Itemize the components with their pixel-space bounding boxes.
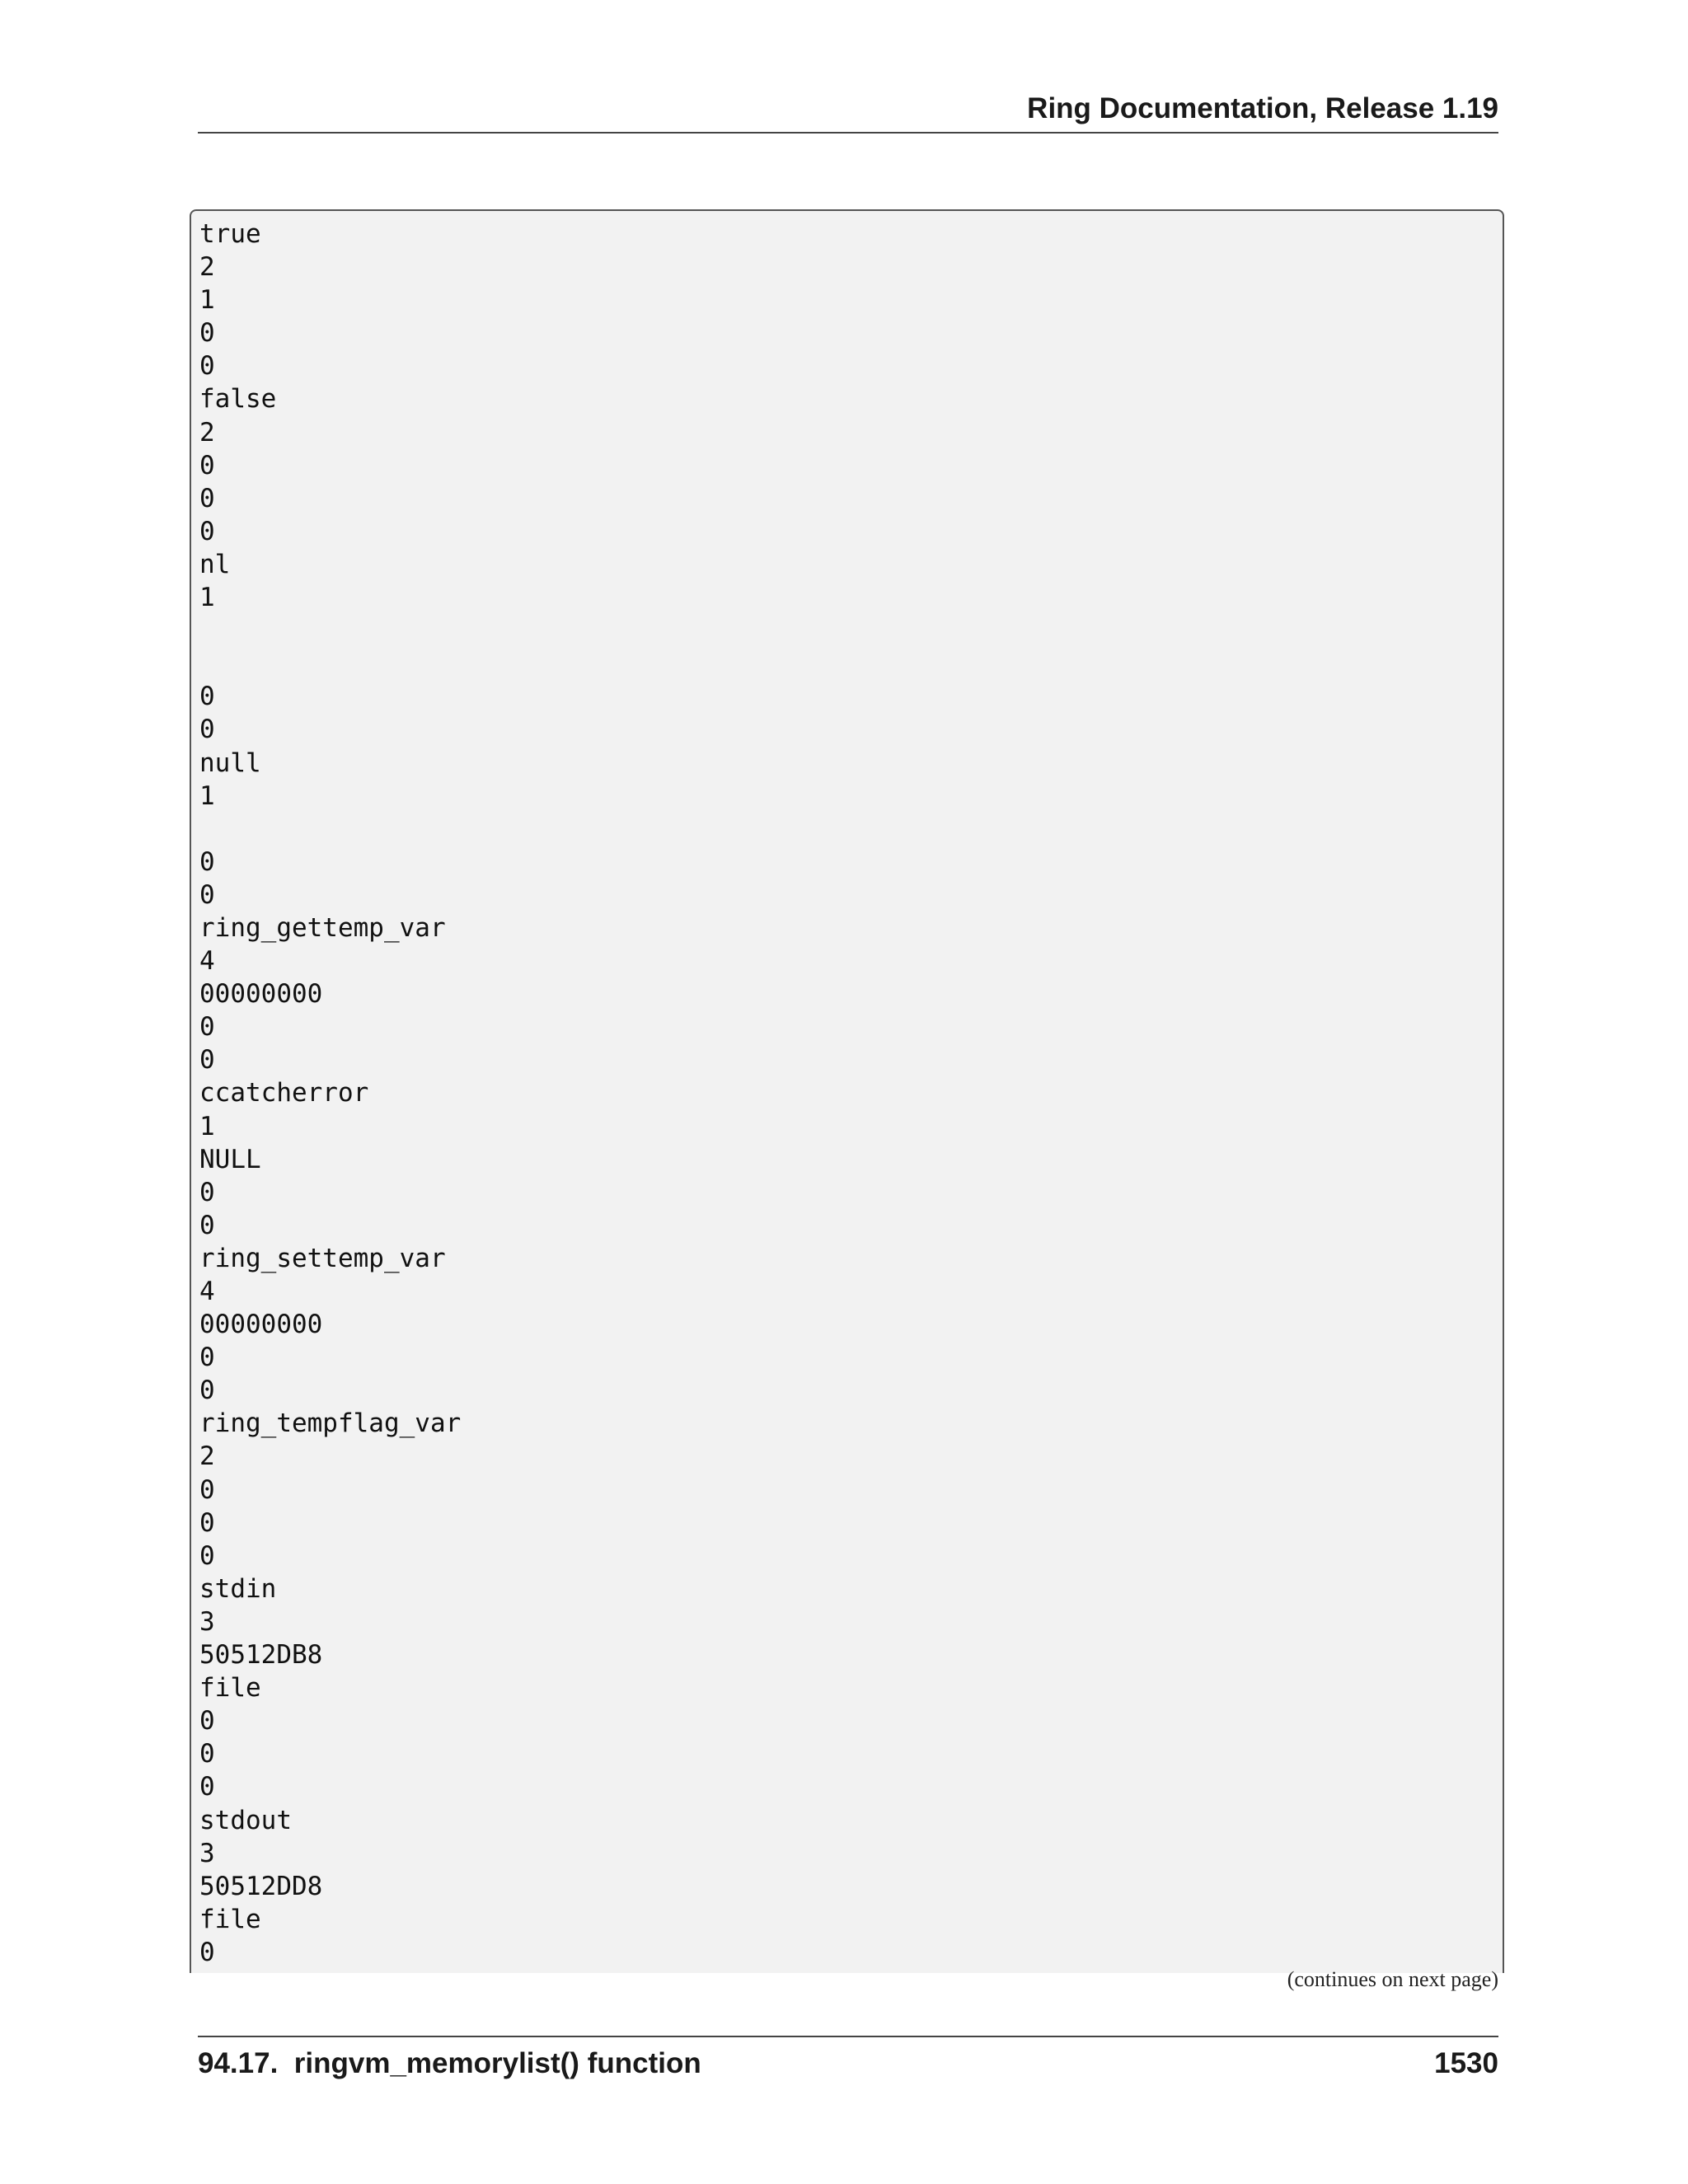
code-line: 0	[199, 1507, 215, 1538]
code-line: 0	[199, 450, 215, 480]
page-footer	[198, 2036, 1498, 2087]
code-line: 0	[199, 318, 215, 349]
code-line	[199, 647, 461, 680]
code-line: 0	[199, 483, 215, 513]
code-line: 0	[199, 879, 215, 910]
code-line: ring_tempflag_var	[199, 1408, 462, 1439]
code-line: 1	[199, 583, 215, 613]
code-line: stdout	[199, 1805, 292, 1835]
code-line: 00000000	[199, 1310, 323, 1340]
code-line: 2	[199, 417, 215, 448]
code-line: nl	[199, 549, 231, 579]
code-line: 00000000	[199, 979, 323, 1010]
code-line: ring_gettemp_var	[199, 912, 446, 943]
code-line: 50512DB8	[199, 1640, 323, 1671]
code-line: 0	[199, 1474, 215, 1505]
code-line: 0	[199, 715, 215, 745]
document-title: Ring Documentation, Release 1.19	[1027, 92, 1498, 124]
code-line: null	[199, 748, 261, 778]
code-line: 4	[199, 1277, 215, 1306]
page-header	[198, 89, 1498, 134]
code-line: 0	[199, 516, 215, 546]
code-block	[190, 209, 1504, 1973]
code-line: 4	[199, 946, 215, 977]
code-line: 2	[199, 252, 215, 283]
code-line: 0	[199, 1739, 215, 1769]
code-line: false	[199, 384, 277, 415]
code-line: 0	[199, 1045, 215, 1076]
code-line: 0	[199, 1772, 215, 1802]
code-line: file	[199, 1904, 261, 1934]
code-line: 0	[199, 1177, 215, 1207]
code-line: 0	[199, 682, 215, 712]
code-line: 3	[199, 1606, 215, 1637]
code-line: 0	[199, 1540, 215, 1571]
page-number: 1530	[1434, 2047, 1498, 2079]
code-line: NULL	[199, 1144, 261, 1174]
code-line: 0	[199, 1210, 215, 1240]
code-line	[199, 614, 461, 647]
code-line: 50512DD8	[199, 1871, 323, 1901]
code-line: stdin	[199, 1573, 277, 1604]
code-line: 0	[199, 1012, 215, 1043]
code-line	[199, 813, 461, 846]
code-line: 0	[199, 1706, 215, 1736]
code-line: 3	[199, 1838, 215, 1868]
code-line: true	[199, 219, 261, 249]
code-line: 1	[199, 1111, 215, 1141]
code-line: 0	[199, 1376, 215, 1406]
code-line: 0	[199, 846, 215, 877]
code-line: 0	[199, 1343, 215, 1373]
code-line: 0	[199, 351, 215, 382]
code-line: file	[199, 1673, 261, 1704]
code-line: ccatcherror	[199, 1078, 369, 1108]
code-line: 1	[199, 285, 215, 316]
code-lines	[199, 218, 461, 1969]
continues-note: (continues on next page)	[1287, 1967, 1498, 1991]
code-line: 0	[199, 1937, 215, 1967]
code-line: 1	[199, 780, 215, 811]
section-title: 94.17. ringvm_memorylist() function	[198, 2047, 701, 2079]
code-line: ring_settemp_var	[199, 1243, 446, 1273]
code-line: 2	[199, 1441, 215, 1472]
